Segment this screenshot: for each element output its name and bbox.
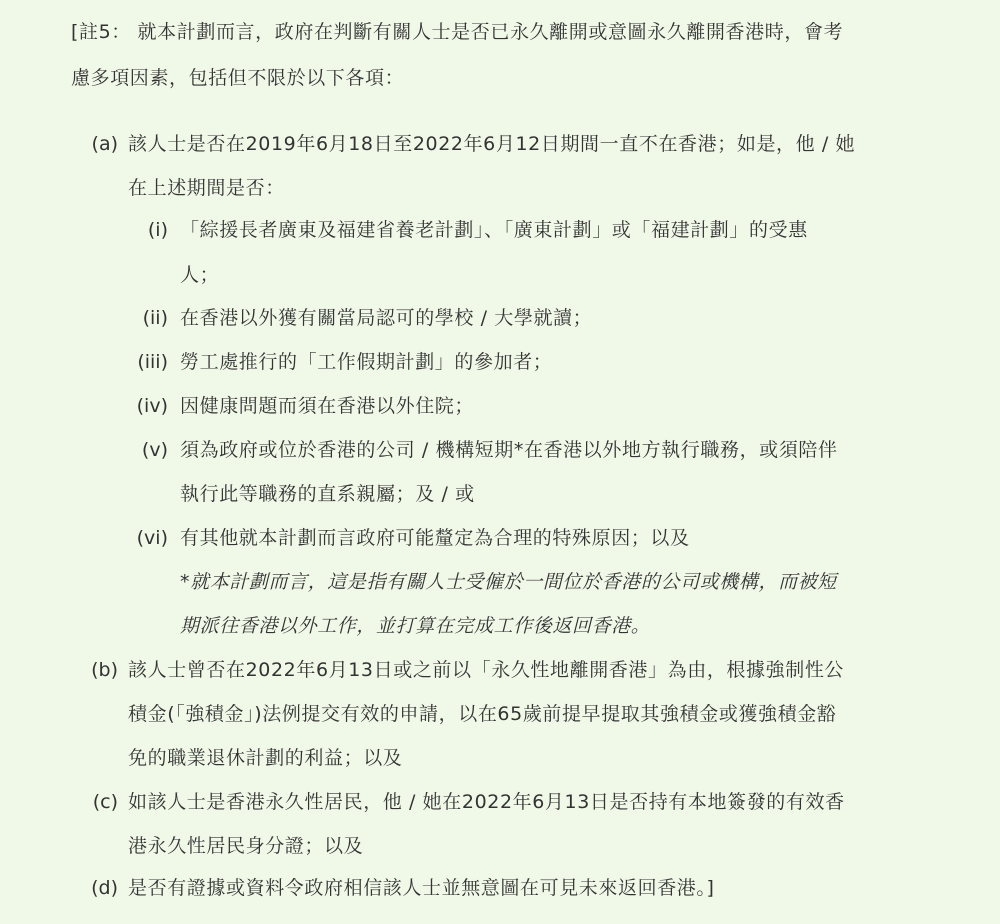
subitem-vi-line-1: 有其他就本計劃而言政府可能釐定為合理的特殊原因；以及	[180, 527, 690, 549]
subitem-i-line-2: 人；	[180, 264, 220, 286]
subitem-v-marker: (v)	[141, 439, 168, 461]
item-c-line-2: 港永久性居民身分證；以及	[128, 835, 364, 857]
item-d-marker: (d)	[91, 877, 118, 899]
item-b-line-3: 免的職業退休計劃的利益；以及	[128, 747, 403, 769]
subitem-iv-marker: (iv)	[136, 395, 168, 417]
subitem-i-marker: (i)	[147, 219, 168, 241]
note-intro-line-2: 慮多項因素，包括但不限於以下各項：	[71, 67, 405, 89]
subitem-v-line-1: 須為政府或位於香港的公司 / 機構短期*在香港以外地方執行職務，或須陪伴	[180, 439, 838, 461]
item-a-line-2: 在上述期間是否：	[128, 177, 285, 199]
item-a-line-1: 該人士是否在2019年6月18日至2022年6月12日期間一直不在香港；如是，他 / 她	[128, 133, 856, 155]
subitem-ii-marker: (ii)	[142, 307, 168, 329]
item-d-line-1: 是否有證據或資料令政府相信該人士並無意圖在可見未來返回香港。]	[128, 877, 715, 899]
subitem-iii-marker: (iii)	[137, 351, 168, 373]
subitem-vi-marker: (vi)	[136, 527, 168, 549]
subitem-v-line-2: 執行此等職務的直系親屬；及 / 或	[180, 483, 475, 505]
subitem-iv-line-1: 因健康問題而須在香港以外住院；	[180, 395, 475, 417]
item-a-marker: (a)	[91, 133, 118, 155]
subitem-i-line-1: 「綜援長者廣東及福建省養老計劃」、「廣東計劃」或「福建計劃」的受惠	[180, 219, 808, 241]
footnote-line-2: 期派往香港以外工作，並打算在完成工作後返回香港。	[180, 615, 651, 637]
item-b-line-2: 積金(「強積金」)法例提交有效的申請，以在65歲前提早提取其強積金或獲強積金豁	[128, 703, 837, 725]
footnote-line-1: *就本計劃而言，這是指有關人士受僱於一間位於香港的公司或機構，而被短	[180, 571, 837, 593]
item-b-marker: (b)	[91, 659, 118, 681]
subitem-ii-line-1: 在香港以外獲有關當局認可的學校 / 大學就讀；	[180, 307, 593, 329]
note-intro-line-1: [註5： 就本計劃而言，政府在判斷有關人士是否已永久離開或意圖永久離開香港時，會考	[71, 21, 844, 43]
item-b-line-1: 該人士曾否在2022年6月13日或之前以「永久性地離開香港」為由，根據強制性公	[128, 659, 845, 681]
item-c-line-1: 如該人士是香港永久性居民，他 / 她在2022年6月13日是否持有本地簽發的有效香	[128, 791, 845, 813]
subitem-iii-line-1: 勞工處推行的「工作假期計劃」的參加者；	[180, 351, 553, 373]
item-c-marker: (c)	[92, 791, 118, 813]
